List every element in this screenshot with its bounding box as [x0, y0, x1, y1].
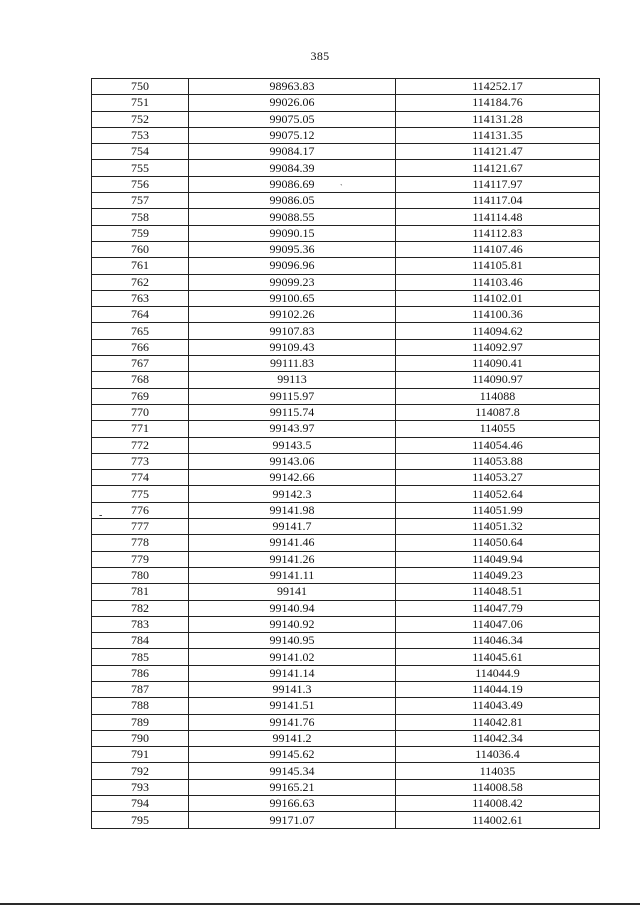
point-index-cell: 793	[92, 779, 189, 795]
scan-speck-mark: `	[340, 183, 343, 192]
coordinate-table	[91, 78, 600, 829]
table-row	[92, 649, 600, 665]
x-coordinate-cell: 99141.2	[189, 730, 396, 746]
point-index-cell: 750	[92, 79, 189, 95]
y-coordinate-cell: 114117.97	[396, 176, 600, 192]
table-row	[92, 519, 600, 535]
table-row	[92, 258, 600, 274]
table-row	[92, 95, 600, 111]
x-coordinate-cell: 99141.02	[189, 649, 396, 665]
x-coordinate-cell: 99141.7	[189, 519, 396, 535]
table-row	[92, 812, 600, 828]
x-coordinate-cell: 99075.05	[189, 111, 396, 127]
y-coordinate-cell: 114088	[396, 388, 600, 404]
x-coordinate-cell: 99095.36	[189, 241, 396, 257]
table-row	[92, 567, 600, 583]
table-row	[92, 404, 600, 420]
point-index-cell: 757	[92, 193, 189, 209]
point-index-cell: 776	[92, 502, 189, 518]
x-coordinate-cell: 99145.34	[189, 763, 396, 779]
table-row	[92, 421, 600, 437]
point-index-cell: 785	[92, 649, 189, 665]
x-coordinate-cell: 99115.74	[189, 404, 396, 420]
x-coordinate-cell: 99143.06	[189, 453, 396, 469]
point-index-cell: 774	[92, 470, 189, 486]
x-coordinate-cell: 99075.12	[189, 127, 396, 143]
x-coordinate-cell: 99096.96	[189, 258, 396, 274]
x-coordinate-cell: 99141.3	[189, 681, 396, 697]
table-row	[92, 796, 600, 812]
point-index-cell: 761	[92, 258, 189, 274]
table-row	[92, 633, 600, 649]
point-index-cell: 780	[92, 567, 189, 583]
x-coordinate-cell: 99107.83	[189, 323, 396, 339]
table-row	[92, 747, 600, 763]
y-coordinate-cell: 114043.49	[396, 698, 600, 714]
y-coordinate-cell: 114090.41	[396, 356, 600, 372]
y-coordinate-cell: 114048.51	[396, 584, 600, 600]
x-coordinate-cell: 99142.66	[189, 470, 396, 486]
y-coordinate-cell: 114036.4	[396, 747, 600, 763]
point-index-cell: 769	[92, 388, 189, 404]
point-index-cell: 778	[92, 535, 189, 551]
y-coordinate-cell: 114131.28	[396, 111, 600, 127]
table-row	[92, 453, 600, 469]
point-index-cell: 791	[92, 747, 189, 763]
y-coordinate-cell: 114121.67	[396, 160, 600, 176]
x-coordinate-cell: 99141.51	[189, 698, 396, 714]
y-coordinate-cell: 114121.47	[396, 144, 600, 160]
x-coordinate-cell: 99143.97	[189, 421, 396, 437]
point-index-cell: 786	[92, 665, 189, 681]
point-index-cell: 770	[92, 404, 189, 420]
point-index-cell: 754	[92, 144, 189, 160]
table-row	[92, 470, 600, 486]
y-coordinate-cell: 114131.35	[396, 127, 600, 143]
point-index-cell: 763	[92, 290, 189, 306]
x-coordinate-cell: 99084.17	[189, 144, 396, 160]
table-row	[92, 127, 600, 143]
x-coordinate-cell: 99141.11	[189, 567, 396, 583]
y-coordinate-cell: 114046.34	[396, 633, 600, 649]
point-index-cell: 755	[92, 160, 189, 176]
point-index-cell: 790	[92, 730, 189, 746]
table-row	[92, 698, 600, 714]
x-coordinate-cell: 99084.39	[189, 160, 396, 176]
x-coordinate-cell: 99141.46	[189, 535, 396, 551]
y-coordinate-cell: 114008.58	[396, 779, 600, 795]
y-coordinate-cell: 114184.76	[396, 95, 600, 111]
point-index-cell: 771	[92, 421, 189, 437]
x-coordinate-cell: 99086.05	[189, 193, 396, 209]
y-coordinate-cell: 114100.36	[396, 307, 600, 323]
y-coordinate-cell: 114008.42	[396, 796, 600, 812]
point-index-cell: 759	[92, 225, 189, 241]
x-coordinate-cell: 99140.92	[189, 616, 396, 632]
x-coordinate-cell: 99088.55	[189, 209, 396, 225]
x-coordinate-cell: 99143.5	[189, 437, 396, 453]
y-coordinate-cell: 114252.17	[396, 79, 600, 95]
x-coordinate-cell: 99142.3	[189, 486, 396, 502]
point-index-cell: 767	[92, 356, 189, 372]
x-coordinate-cell: 99113	[189, 372, 396, 388]
table-row	[92, 160, 600, 176]
y-coordinate-cell: 114053.27	[396, 470, 600, 486]
y-coordinate-cell: 114050.64	[396, 535, 600, 551]
table-row	[92, 225, 600, 241]
x-coordinate-cell: 99115.97	[189, 388, 396, 404]
table-row	[92, 763, 600, 779]
y-coordinate-cell: 114002.61	[396, 812, 600, 828]
y-coordinate-cell: 114042.81	[396, 714, 600, 730]
table-row	[92, 502, 600, 518]
table-row	[92, 730, 600, 746]
point-index-cell: 760	[92, 241, 189, 257]
margin-dash-mark: -	[99, 510, 103, 521]
y-coordinate-cell: 114045.61	[396, 649, 600, 665]
y-coordinate-cell: 114094.62	[396, 323, 600, 339]
point-index-cell: 787	[92, 681, 189, 697]
x-coordinate-cell: 99086.69	[189, 176, 396, 192]
y-coordinate-cell: 114049.23	[396, 567, 600, 583]
x-coordinate-cell: 99141.14	[189, 665, 396, 681]
point-index-cell: 765	[92, 323, 189, 339]
table-row	[92, 79, 600, 95]
x-coordinate-cell: 99141.98	[189, 502, 396, 518]
y-coordinate-cell: 114107.46	[396, 241, 600, 257]
point-index-cell: 795	[92, 812, 189, 828]
point-index-cell: 775	[92, 486, 189, 502]
table-row	[92, 551, 600, 567]
point-index-cell: 777	[92, 519, 189, 535]
table-row	[92, 176, 600, 192]
point-index-cell: 762	[92, 274, 189, 290]
point-index-cell: 766	[92, 339, 189, 355]
point-index-cell: 781	[92, 584, 189, 600]
x-coordinate-cell: 98963.83	[189, 79, 396, 95]
x-coordinate-cell: 99171.07	[189, 812, 396, 828]
point-index-cell: 751	[92, 95, 189, 111]
table-row	[92, 241, 600, 257]
y-coordinate-cell: 114117.04	[396, 193, 600, 209]
y-coordinate-cell: 114051.32	[396, 519, 600, 535]
x-coordinate-cell: 99141	[189, 584, 396, 600]
table-row	[92, 437, 600, 453]
table-row	[92, 779, 600, 795]
table-row	[92, 209, 600, 225]
y-coordinate-cell: 114105.81	[396, 258, 600, 274]
x-coordinate-cell: 99145.62	[189, 747, 396, 763]
y-coordinate-cell: 114112.83	[396, 225, 600, 241]
point-index-cell: 753	[92, 127, 189, 143]
table-row	[92, 681, 600, 697]
point-index-cell: 764	[92, 307, 189, 323]
x-coordinate-cell: 99109.43	[189, 339, 396, 355]
table-row	[92, 714, 600, 730]
table-row	[92, 323, 600, 339]
y-coordinate-cell: 114054.46	[396, 437, 600, 453]
x-coordinate-cell: 99100.65	[189, 290, 396, 306]
table-row	[92, 274, 600, 290]
y-coordinate-cell: 114090.97	[396, 372, 600, 388]
x-coordinate-cell: 99090.15	[189, 225, 396, 241]
y-coordinate-cell: 114047.79	[396, 600, 600, 616]
table-row	[92, 339, 600, 355]
y-coordinate-cell: 114114.48	[396, 209, 600, 225]
table-row	[92, 600, 600, 616]
x-coordinate-cell: 99102.26	[189, 307, 396, 323]
table-row	[92, 144, 600, 160]
y-coordinate-cell: 114103.46	[396, 274, 600, 290]
x-coordinate-cell: 99140.95	[189, 633, 396, 649]
y-coordinate-cell: 114053.88	[396, 453, 600, 469]
point-index-cell: 784	[92, 633, 189, 649]
point-index-cell: 794	[92, 796, 189, 812]
x-coordinate-cell: 99165.21	[189, 779, 396, 795]
table-row	[92, 616, 600, 632]
x-coordinate-cell: 99141.26	[189, 551, 396, 567]
y-coordinate-cell: 114102.01	[396, 290, 600, 306]
point-index-cell: 768	[92, 372, 189, 388]
point-index-cell: 792	[92, 763, 189, 779]
y-coordinate-cell: 114092.97	[396, 339, 600, 355]
point-index-cell: 756	[92, 176, 189, 192]
y-coordinate-cell: 114047.06	[396, 616, 600, 632]
table-body	[92, 79, 600, 829]
y-coordinate-cell: 114087.8	[396, 404, 600, 420]
x-coordinate-cell: 99111.83	[189, 356, 396, 372]
table-row	[92, 356, 600, 372]
point-index-cell: 779	[92, 551, 189, 567]
page-number: 385	[310, 49, 330, 63]
table-row	[92, 535, 600, 551]
x-coordinate-cell: 99140.94	[189, 600, 396, 616]
y-coordinate-cell: 114035	[396, 763, 600, 779]
point-index-cell: 758	[92, 209, 189, 225]
y-coordinate-cell: 114044.19	[396, 681, 600, 697]
table-row	[92, 111, 600, 127]
y-coordinate-cell: 114052.64	[396, 486, 600, 502]
table-row	[92, 486, 600, 502]
y-coordinate-cell: 114051.99	[396, 502, 600, 518]
table-row	[92, 290, 600, 306]
x-coordinate-cell: 99166.63	[189, 796, 396, 812]
point-index-cell: 788	[92, 698, 189, 714]
y-coordinate-cell: 114044.9	[396, 665, 600, 681]
point-index-cell: 789	[92, 714, 189, 730]
table-row	[92, 388, 600, 404]
y-coordinate-cell: 114049.94	[396, 551, 600, 567]
table-row	[92, 584, 600, 600]
point-index-cell: 783	[92, 616, 189, 632]
point-index-cell: 773	[92, 453, 189, 469]
point-index-cell: 752	[92, 111, 189, 127]
y-coordinate-cell: 114055	[396, 421, 600, 437]
point-index-cell: 782	[92, 600, 189, 616]
y-coordinate-cell: 114042.34	[396, 730, 600, 746]
table-row	[92, 193, 600, 209]
x-coordinate-cell: 99099.23	[189, 274, 396, 290]
x-coordinate-cell: 99141.76	[189, 714, 396, 730]
table-row	[92, 665, 600, 681]
x-coordinate-cell: 99026.06	[189, 95, 396, 111]
point-index-cell: 772	[92, 437, 189, 453]
table-row	[92, 372, 600, 388]
table-row	[92, 307, 600, 323]
